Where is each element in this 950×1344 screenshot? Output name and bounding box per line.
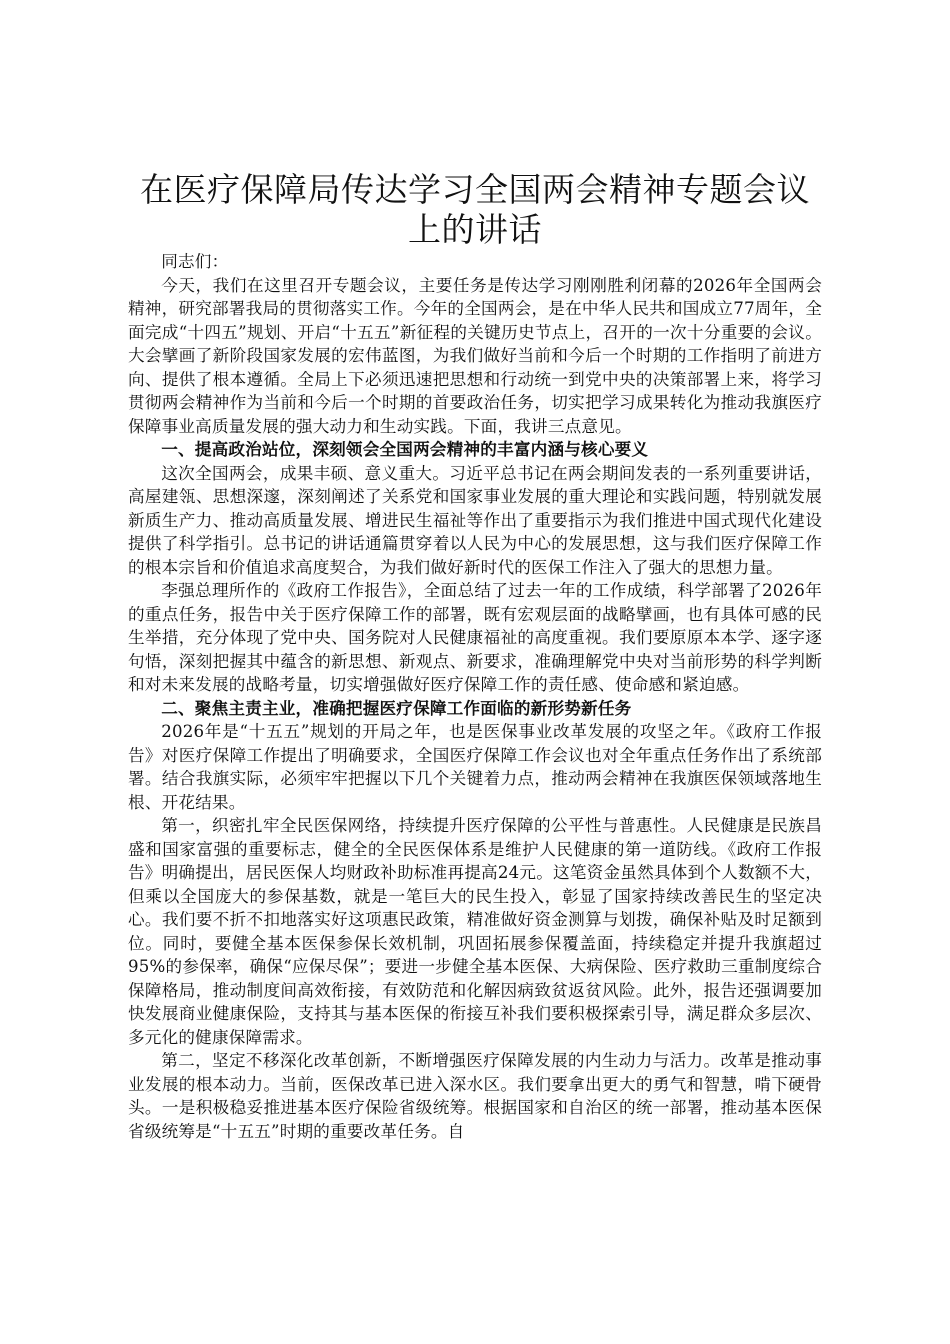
section-heading-1: 一、提高政治站位，深刻领会全国两会精神的丰富内涵与核心要义 bbox=[161, 439, 649, 459]
document-page bbox=[128, 170, 822, 1143]
title-line-1: 在医疗保障局传达学习全国两会精神专题会议 bbox=[140, 170, 810, 209]
document-title bbox=[128, 170, 822, 250]
paragraph-intro: 今天，我们在这里召开专题会议，主要任务是传达学习刚刚胜利闭幕的2026年全国两会精神，研究部署我局的贯彻落实工作。今年的全国两会，是在中华人民共和国成立77周年，全面完成“十四五”规划、开启“十五五”新征程的关键历史节点上，召开的一次十分重要的会议。大会擘画了新阶段国家发展的宏伟蓝图，为我们做好当前和今后一个时期的工作指明了前进方向、提供了根本遵循。全局上下必须迅速把思想和行动统一到党中央的决策部署上来，将学习贯彻两会精神作为当前和今后一个时期的首要政治任务，切实把学习成果转化为推动我旗医疗保障事业高质量发展的强大动力和生动实践。下面，我讲三点意见。 bbox=[128, 275, 822, 436]
title-line-2: 上的讲话 bbox=[408, 210, 542, 249]
document-body bbox=[128, 250, 822, 1143]
paragraph: 李强总理所作的《政府工作报告》，全面总结了过去一年的工作成绩，科学部署了2026年的重点任务，报告中关于医疗保障工作的部署，既有宏观层面的战略擘画，也有具体可感的民生举措，充分体现了党中央、国务院对人民健康福祉的高度重视。我们要原原本本学、逐字逐句悟，深刻把握其中蕴含的新思想、新观点、新要求，准确理解党中央对当前形势的科学判断和对未来发展的战略考量，切实增强做好医疗保障工作的责任感、使命感和紧迫感。 bbox=[128, 581, 822, 694]
paragraph: 这次全国两会，成果丰硕、意义重大。习近平总书记在两会期间发表的一系列重要讲话，高屋建瓴、思想深邃，深刻阐述了关系党和国家事业发展的重大理论和实践问题，特别就发展新质生产力、推动高质量发展、增进民生福祉等作出了重要指示为我们推进中国式现代化建设提供了科学指引。总书记的讲话通篇贯穿着以人民为中心的发展思想，这与我们医疗保障工作的根本宗旨和价值追求高度契合，为我们做好新时代的医保工作注入了强大的思想力量。 bbox=[128, 463, 822, 577]
paragraph: 第一，织密扎牢全民医保网络，持续提升医疗保障的公平性与普惠性。人民健康是民族昌盛和国家富强的重要标志，健全的全民医保体系是维护人民健康的第一道防线。《政府工作报告》明确提出，居民医保人均财政补助标准再提高24元。这笔资金虽然具体到个人数额不大，但乘以全国庞大的参保基数，就是一笔巨大的民生投入，彰显了国家持续改善民生的坚定决心。我们要不折不扣地落实好这项惠民政策，精准做好资金测算与划拨，确保补贴及时足额到位。同时，要健全基本医保参保长效机制，巩固拓展参保覆盖面，持续稳定并提升我旗超过95%的参保率，确保“应保尽保”；要进一步健全基本医保、大病保险、医疗救助三重制度综合保障格局，推动制度间高效衔接，有效防范和化解因病致贫返贫风险。此外，报告还强调要加快发展商业健康保险，支持其与基本医保的衔接互补我们要积极探索引导，满足群众多层次、多元化的健康保障需求。 bbox=[128, 816, 822, 1047]
salutation: 同志们： bbox=[161, 252, 229, 271]
paragraph: 第二，坚定不移深化改革创新，不断增强医疗保障发展的内生动力与活力。改革是推动事业发展的根本动力。当前，医保改革已进入深水区。我们要拿出更大的勇气和智慧，啃下硬骨头。一是积极稳妥推进基本医疗保险省级统筹。根据国家和自治区的统一部署，推动基本医保省级统筹是“十五五”时期的重要改革任务。自 bbox=[128, 1051, 822, 1141]
paragraph: 2026年是“十五五”规划的开局之年，也是医保事业改革发展的攻坚之年。《政府工作报告》对医疗保障工作提出了明确要求，全国医疗保障工作会议也对全年重点任务作出了系统部署。结合我旗实际，必须牢牢把握以下几个关键着力点，推动两会精神在我旗医保领域落地生根、开花结果。 bbox=[128, 722, 822, 812]
section-heading-2: 二、聚焦主责主业，准确把握医疗保障工作面临的新形势新任务 bbox=[161, 697, 632, 718]
